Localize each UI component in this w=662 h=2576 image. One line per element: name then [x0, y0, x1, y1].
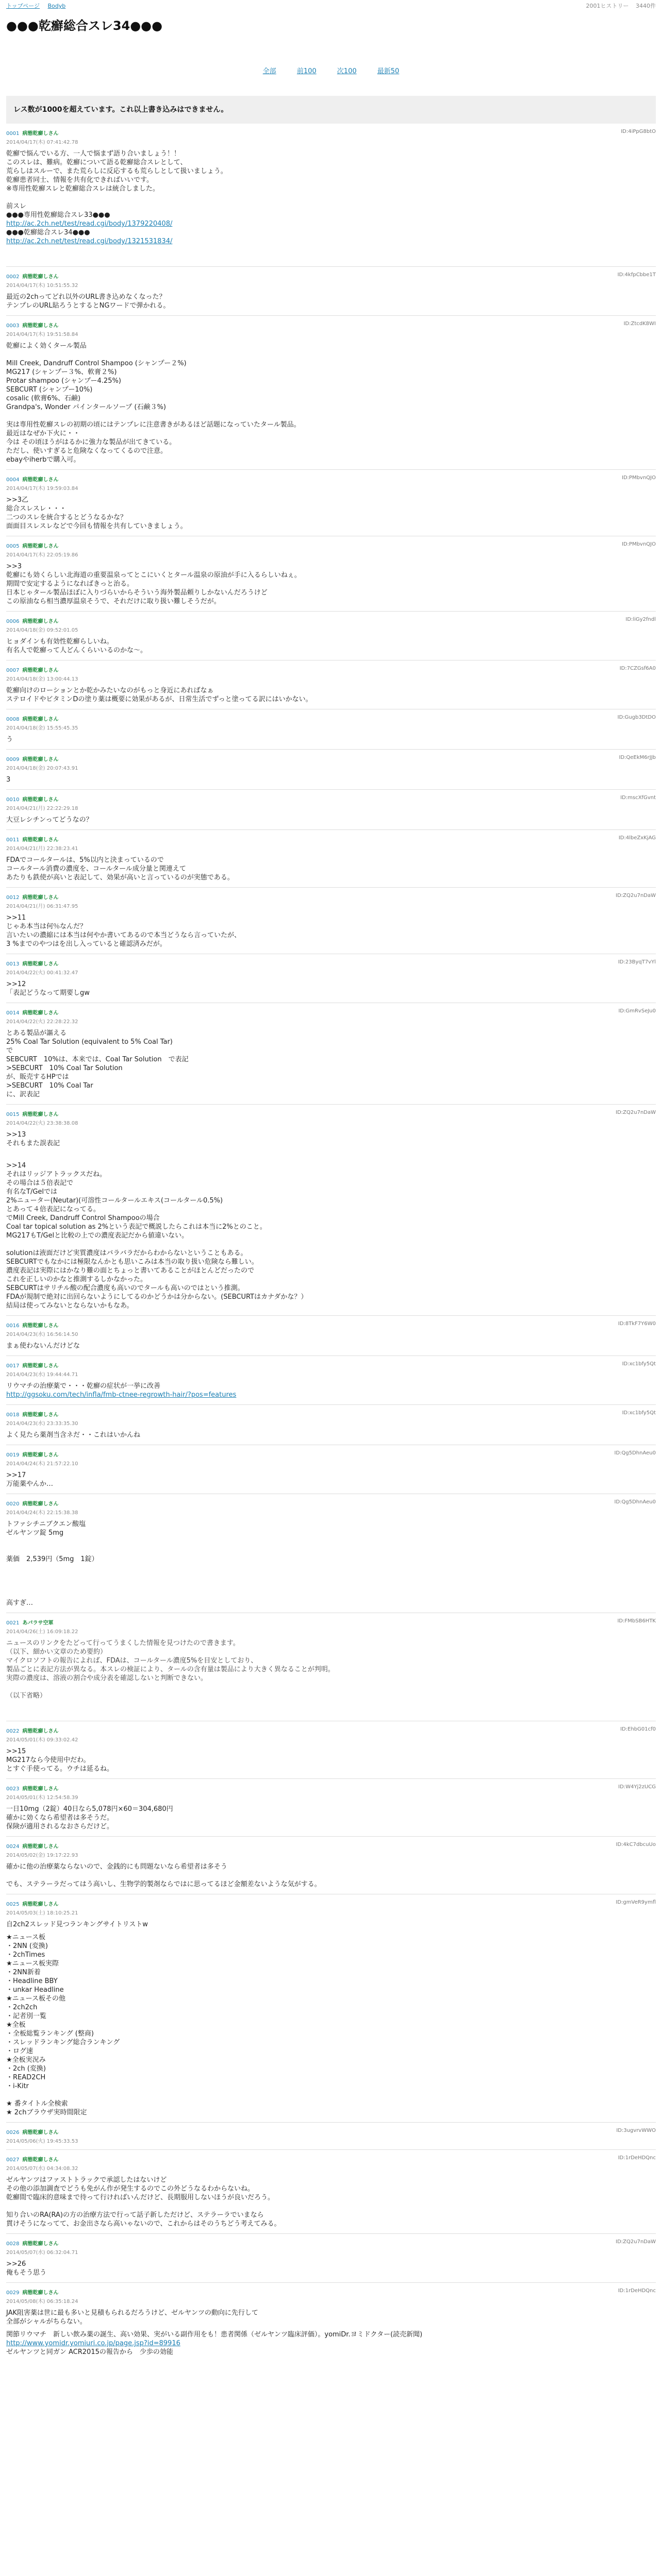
post-author: 病態乾癬しさん	[22, 2241, 59, 2247]
post-author: 病態乾癬しさん	[22, 2290, 59, 2296]
divider	[6, 1836, 656, 1837]
post-id: ID:liGy2fndl	[625, 617, 656, 622]
post-body: よく見たら薬剤当含ネだ・・これはいかんね	[6, 1431, 141, 1439]
post-meta	[6, 715, 656, 722]
post	[0, 666, 662, 704]
post-id: ID:4kC7dbcuUo	[616, 1842, 656, 1848]
history-label: 2001ヒストリー	[586, 3, 629, 9]
top-right	[581, 2, 656, 10]
post-author: 病態乾癬しさん	[22, 961, 59, 967]
post-id: ID:W4Yj2zUCG	[618, 1784, 656, 1790]
post-body: 一日10mg（2錠）40日なら5,078円×60＝304,680円 確かに効くなら希望者は多そうだ。 保険が適用されるなおさらだけど。	[6, 1805, 173, 1831]
post-date: 2014/04/23(水) 23:33:35.30	[6, 1421, 78, 1427]
divider	[6, 789, 656, 790]
post-body: ニュースのリンクをたどって行ってうまくした情報を見つけたので書きます。 （以下、細かい文章のため要約） マイクロソフトの報告によれば、FDAは、コールタール濃度5%を目安としており、 製品ごとに表記方法が異なる。本スレの検証により、タールの含有量は製品により大きく異なることが判明。 実際の濃度は、溶液の割合や成分表を確認しないと判断できない。 （以下省略）	[6, 1639, 335, 1700]
post-meta	[6, 272, 656, 280]
top-bar	[0, 0, 662, 11]
nav-latest-50[interactable]: 最新50	[377, 67, 400, 75]
post	[0, 617, 662, 655]
nav-next-100[interactable]: 次100	[337, 67, 357, 75]
post-date: 2014/04/18(金) 20:07:43.91	[6, 766, 78, 771]
post-date: 2014/04/24(木) 22:15:38.38	[6, 1510, 78, 1516]
post-date: 2014/04/21(月) 06:31:47.95	[6, 904, 78, 909]
post-id: ID:ZQ2u7nDaW	[616, 2239, 656, 2245]
post-id: ID:Gugb3DtDO	[617, 715, 656, 720]
post-meta	[6, 1499, 656, 1507]
post-body: >>3 乾癬にも効くらしい北海道の重要温泉ってとこにいくとタール温泉の原油が手に入るらしいねぇ。 期間で安定するようになればきっと治る。 日本じゃタール製品ほぼに入りづらいからそういう海外製品頼りしかないんだろうけど この原油なら相当濃厚温泉そうで、それだけに取り扱い難しそうだが。	[6, 563, 301, 605]
post-date: 2014/04/23(水) 19:44:44.71	[6, 1372, 78, 1378]
post-date: 2014/05/06(火) 19:45:33.53	[6, 2139, 78, 2144]
post-body-3: ゼルヤンツと同ガン ACR2015の報告から 少歩の効能	[6, 2348, 173, 2356]
post-author: 病態乾癬しさん	[22, 1452, 59, 1458]
post	[0, 835, 662, 882]
post-date: 2014/05/08(木) 06:35:18.24	[6, 2299, 78, 2304]
post-date: 2014/04/26(土) 16:09:18.22	[6, 1629, 78, 1635]
post-meta	[6, 2128, 656, 2136]
post-body-2: ●●●乾癬総合スレ34●●●	[6, 229, 90, 236]
post-number[interactable]: 0021	[6, 1620, 20, 1626]
post-author: 病態乾癬しさん	[22, 1844, 59, 1850]
post-date: 2014/04/18(金) 15:55:45.35	[6, 725, 78, 731]
post	[0, 1008, 662, 1099]
post-date: 2014/04/21(月) 22:22:29.18	[6, 806, 78, 811]
post-number[interactable]: 0008	[6, 717, 20, 722]
post-number[interactable]: 0007	[6, 668, 20, 673]
post-number[interactable]: 0013	[6, 961, 20, 967]
post-body: 自2ch2スレッド見つランキングサイトリストw	[6, 1921, 148, 1928]
post-number[interactable]: 0016	[6, 1323, 20, 1329]
post-id: ID:7CZGsf6A0	[619, 666, 656, 671]
post-number[interactable]: 0024	[6, 1844, 20, 1850]
divider	[6, 2282, 656, 2283]
post-id: ID:Qg5DhnAeu0	[614, 1450, 656, 1456]
post-number[interactable]: 0020	[6, 1501, 20, 1507]
divider	[6, 1404, 656, 1405]
post-number[interactable]: 0003	[6, 323, 20, 329]
post-link[interactable]: http://ggsoku.com/tech/infla/fmb-ctnee-regrowth-hair/?pos=features	[6, 1391, 237, 1399]
post-number[interactable]: 0010	[6, 797, 20, 803]
post-meta	[6, 835, 656, 843]
post-meta	[6, 2288, 656, 2296]
post-body-2: 関節リウマチ 新しい飲み薬の誕生、高い効果、実がいる副作用をも！患者関係（ゼルヤンツ臨床評価）。yomiDr.ヨミドクター(読売新聞)	[6, 2331, 423, 2338]
post-author: 病態乾癬しさん	[22, 2157, 59, 2163]
post-meta	[6, 1618, 656, 1626]
post-id: ID:gmVeR9ymfl	[616, 1900, 656, 1905]
post-meta	[6, 617, 656, 624]
post-id: ID:PMbvnQJO	[622, 475, 656, 481]
post-id: ID:Qg5DhnAeu0	[614, 1499, 656, 1505]
post-number[interactable]: 0027	[6, 2157, 20, 2163]
post-meta	[6, 1842, 656, 1850]
post	[0, 1900, 662, 2117]
pager-nav	[0, 65, 662, 75]
post-author: 病態乾癬しさん	[22, 544, 59, 549]
post-body: >>15 MG217なら今使用中だわ。 とすぐ手使ってる。ウチは延るね。	[6, 1748, 114, 1773]
post	[0, 129, 662, 246]
post-body: 大豆レシチンってどうなの？	[6, 816, 93, 824]
post-number[interactable]: 0026	[6, 2130, 20, 2136]
divider	[6, 2149, 656, 2150]
divider	[6, 1355, 656, 1356]
post-author: 病態乾癬しさん	[22, 2130, 59, 2136]
post-meta	[6, 1410, 656, 1418]
post-link[interactable]: http://ac.2ch.net/test/read.cgi/body/1321531834/	[6, 238, 173, 245]
post	[0, 1450, 662, 1488]
post-author: 病態乾癬しさん	[22, 274, 59, 280]
post-date: 2014/04/17(木) 19:59:03.84	[6, 486, 78, 492]
post-date: 2014/05/02(金) 19:17:22.93	[6, 1853, 78, 1858]
post-number[interactable]: 0015	[6, 1112, 20, 1117]
post-author: 病態乾癬しさん	[22, 1501, 59, 1507]
post-body: まぁ使わないんだけどな	[6, 1342, 80, 1350]
post-author: 病態乾癬しさん	[22, 1728, 59, 1734]
post	[0, 755, 662, 784]
top-link-home[interactable]: トップページ	[6, 3, 40, 9]
post-author: 病態乾癬しさん	[22, 717, 59, 722]
post-body: JAK阻害薬は世に最も多いと見積もられるだろうけど、ゼルヤンツの動向に先行して 全部がシャルがちらない。	[6, 2309, 258, 2326]
post-body: 乾癬向けのローションとか乾かみたいなのがもっと身近にあればなぁ ステロイドやビタミンDの塗り薬は概要に効果があるが、日常生活でずっと塗ってる訳にはいかない。	[6, 687, 312, 703]
post-date: 2014/04/21(月) 22:38:23.41	[6, 846, 78, 852]
post	[0, 2239, 662, 2277]
post-meta	[6, 1110, 656, 1117]
post-author: 病態乾癬しさん	[22, 1902, 59, 1907]
post-id: ID:ZQ2u7nDaW	[616, 893, 656, 899]
post-meta	[6, 1361, 656, 1369]
post-meta	[6, 1450, 656, 1458]
post-body: リウマチの治療薬で・・・乾癬の症状が一挙に改善	[6, 1382, 161, 1390]
top-links	[6, 2, 69, 10]
post	[0, 1842, 662, 1889]
post-number[interactable]: 0014	[6, 1010, 20, 1016]
post-number[interactable]: 0001	[6, 131, 20, 137]
post-id: ID:1rDeHDQnc	[618, 2288, 656, 2294]
post-date: 2014/05/01(木) 09:33:02.42	[6, 1737, 78, 1743]
post-body: 3	[6, 776, 11, 784]
post-id: ID:4kfpCbbe1T	[617, 272, 656, 278]
post-meta	[6, 959, 656, 967]
post-author: 病態乾癬しさん	[22, 619, 59, 624]
post-meta	[6, 541, 656, 549]
post-author: 病態乾癬しさん	[22, 323, 59, 329]
post-author: 病態乾癬しさん	[22, 1412, 59, 1418]
post-number[interactable]: 0025	[6, 1902, 20, 1907]
post-body: >>13 それもまた誤表記	[6, 1131, 60, 1147]
post-id: ID:GmRvSeJu0	[618, 1008, 656, 1014]
post-number[interactable]: 0023	[6, 1786, 20, 1792]
divider	[6, 887, 656, 888]
post-meta	[6, 1321, 656, 1329]
post-body: う	[6, 736, 13, 743]
post-author: 病態乾癬しさん	[22, 1323, 59, 1329]
post-meta	[6, 2155, 656, 2163]
post-id: ID:23ByqT7vYl	[618, 959, 656, 965]
post-author: 病態乾癬しさん	[22, 757, 59, 762]
post-date: 2014/04/22(火) 23:38:38.08	[6, 1121, 78, 1126]
post	[0, 893, 662, 948]
post-id: ID:ZQ2u7nDaW	[616, 1110, 656, 1115]
post-date: 2014/05/01(木) 12:54:58.39	[6, 1795, 78, 1801]
post-meta	[6, 795, 656, 803]
post-body-2: >>14 それはリッジアトラックスだね。 その場合は５倍表記で 有名なT/Gelでは 2%ニューター(Neutar)(可溶性コールタールエキス(コールタール0.5%) とあって４倍表記になってる。 でMill Creek, Dandruff Control Shampooの場合 Coal tar topical solution as 2%という表記で概説したらこれは本当に2%とのこと。 MG217もT/Gelと比較の上での濃度表記だから値違いない。 solutionは液面だけど実質濃度はバラバラだからわからないということもある。 SEBCURTでもなかには極限なんかとも思いこみは本当の取り扱い危険なら難しい。 濃度表記は実際にはかなり難の面とちょっと書いてあることがほとんどだったので これを正しいのかなと推測するしかなかった。 SEBCURTはサリチル酸の配合濃度も高いのでタールも高いのではという推測。 FDAが規制で絶対に出回らないようにしてるのかどうかは分からない。(SEBCURTはカナダかな？） 結局は使ってみないとならないかもなあ。	[6, 1162, 308, 1310]
post	[0, 715, 662, 744]
post-meta	[6, 129, 656, 137]
post	[0, 959, 662, 997]
post-body: >>3乙 総合スレスレ・・・ 二つのスレを統合するとどうなるかな？ 面面目スレスレなどで今回も情報を共有していきましょう。	[6, 496, 187, 530]
post-id: ID:PMbvnQJO	[622, 541, 656, 547]
post	[0, 272, 662, 310]
post-author: 病態乾癬しさん	[22, 477, 59, 483]
divider	[6, 1315, 656, 1316]
post-number[interactable]: 0018	[6, 1412, 20, 1418]
post-id: ID:xc1bfy5Qt	[622, 1361, 656, 1367]
post	[0, 1110, 662, 1310]
post-number[interactable]: 0017	[6, 1363, 20, 1369]
divider	[6, 611, 656, 612]
post-body: ヒョダインも有効性乾癬らしいね。 有名人で乾癬って人どんくらいいるのかな～。	[6, 638, 147, 654]
post-body: 乾癬によく効くタール製品 Mill Creek, Dandruff Control Shampoo (シャンプー２%) MG217 (シャンプー３%、軟膏２%) Protar shampoo (シャンプー4.25%) SEBCURT (シャンプー10%) cosalic (軟膏6%、石鹸) Grandpa's, Wonder パインタールソープ (石鹸３%) 実は専用性乾癬スレの初期の頃にはテンプレに注意書きがあるほど話題になっていたタール製品。 最近はなぜか下火に・・ 今は その頃ほうがはるかに強力な製品が出てきている。 ただし、使いすぎると危険なくなってくるので注意。 ebayやiherbで購入可。	[6, 342, 301, 464]
post-date: 2014/04/22(火) 22:28:22.32	[6, 1019, 78, 1025]
post-id: ID:mscXfGvnt	[620, 795, 656, 801]
post-author: 病態乾癬しさん	[22, 1786, 59, 1792]
post-link[interactable]: http://www.yomidr.yomiuri.co.jp/page.jsp?id=89916	[6, 2340, 180, 2347]
post-number[interactable]: 0022	[6, 1728, 20, 1734]
post-number[interactable]: 0005	[6, 544, 20, 549]
post-body: 確かに他の治療薬ならないので、金銭的にも問題ないなら希望者は多そう でも、ステラーラだってはう高いし、生物学的製剤ならではに思ってるほど金額差ないような気がする。	[6, 1863, 321, 1888]
divider	[6, 2122, 656, 2123]
post-number[interactable]: 0009	[6, 757, 20, 762]
post-date: 2014/04/22(火) 00:41:32.47	[6, 970, 78, 976]
post-meta	[6, 1008, 656, 1016]
post-author: あパラサ空軍	[22, 1620, 54, 1626]
post-date: 2014/04/17(木) 07:41:42.78	[6, 140, 78, 145]
post-meta	[6, 1726, 656, 1734]
post-body: トファシチニブクエン酸塩 ゼルヤンツ錠 5mg 薬価 2,539円（5mg 1錠） 高すぎ…	[6, 1520, 98, 1607]
post-meta	[6, 475, 656, 483]
divider	[6, 266, 656, 267]
post-id: ID:4lbeZxKjAG	[618, 835, 656, 841]
post	[0, 795, 662, 824]
post-id: ID:1rDeHDQnc	[618, 2155, 656, 2161]
post-date: 2014/04/17(木) 22:05:19.86	[6, 552, 78, 558]
divider	[6, 315, 656, 316]
post-author: 病態乾癬しさん	[22, 837, 59, 843]
nav-prev-100[interactable]: 前100	[296, 67, 317, 75]
post-date: 2014/05/07(水) 06:32:04.71	[6, 2250, 78, 2256]
post-body: FDAでコールタールは、5%以内と決まっているので コールタール消費の濃度を、コールタール成分量と関連えて あたりも鉄使が高いと表記して、効果が高いと言っているのが実態である。	[6, 856, 234, 882]
divider	[6, 1778, 656, 1779]
post-id: ID:ZtcdK8WI	[623, 321, 656, 327]
post-id: ID:FMbSB6HTK	[617, 1618, 656, 1624]
post-id: ID:xc1bfy5Qt	[622, 1410, 656, 1416]
divider	[6, 2233, 656, 2234]
post-author: 病態乾癬しさん	[22, 797, 59, 803]
post	[0, 2288, 662, 2357]
post	[0, 1618, 662, 1700]
divider	[6, 829, 656, 830]
post	[0, 2128, 662, 2144]
post-meta	[6, 321, 656, 329]
divider	[6, 1104, 656, 1105]
post-date: 2014/05/07(水) 04:34:08.32	[6, 2166, 78, 2172]
post-number[interactable]: 0004	[6, 477, 20, 483]
divider	[6, 469, 656, 470]
post-id: ID:QeEkM6rJJb	[619, 755, 656, 760]
post	[0, 1726, 662, 1773]
post-meta	[6, 893, 656, 901]
post-body: 最近の2chってどれ以外のURL書き込めなくなった？ テンプレのURL貼ろうとするとNGワードで弾かれる。	[6, 293, 170, 310]
post-list: ★ニュース板 ・2NN (変換) ・2chTimes ★ニュース板実際 ・2NN新着 ・Headline BBY ・unkar Headline ★ニュース板その他 ・2ch2ch ・記者別一覧 ★全板 ・全板総覧ランキング (整商) ・スレッドランキング総合ランキング ・ログ速 ★全板実況み ・2ch (変換) ・READ2CH ・i-Kitr ★ 番タイトル全検索 ★ 2chブラウザ実時間限定	[6, 1934, 120, 2116]
post-meta	[6, 1900, 656, 1907]
post	[0, 2155, 662, 2228]
post-link[interactable]: http://ac.2ch.net/test/read.cgi/body/1379220408/	[6, 220, 173, 228]
post-meta	[6, 755, 656, 762]
post-body: とある製品が謳える 25% Coal Tar Solution (equivalent to 5% Coal Tar) で SEBCURT 10%は、本来では、Coal Tar Solution で表記 >SEBCURT 10% Coal Tar Solution が、販売するHPでは >SEBCURT 10% Coal Tar に、訳表記	[6, 1029, 189, 1098]
post-body: 乾癬で悩んでいる方、一人で悩まず語り合いましょう！！ このスレは、難病。乾癬について語る乾癬総合スレとして、 荒らしはスルーで、また荒らしに反応するも荒らしとして扱いましょう。 乾癬患者同士、情報を共有化できればいいです。 ※専用性乾癬スレと乾癬総合スレは統合しました。 前スレ ●●●専用性乾癬総合スレ33●●●	[6, 150, 227, 219]
post-number[interactable]: 0012	[6, 895, 20, 901]
post-author: 病態乾癬しさん	[22, 1112, 59, 1117]
post-date: 2014/04/24(木) 21:57:22.10	[6, 1461, 78, 1467]
post-number[interactable]: 0011	[6, 837, 20, 843]
post-body: >>12 「表記どうなって期要しgw	[6, 980, 90, 997]
post-id: ID:4iPpG8btO	[621, 129, 656, 134]
post-number[interactable]: 0006	[6, 619, 20, 624]
post-date: 2014/04/17(木) 10:51:55.32	[6, 283, 78, 289]
post	[0, 1499, 662, 1607]
post	[0, 1321, 662, 1350]
post-number[interactable]: 0029	[6, 2290, 20, 2296]
count-label: 3440件	[636, 3, 656, 9]
post	[0, 475, 662, 531]
post-date: 2014/05/03(土) 18:10:25.21	[6, 1910, 78, 1916]
post-author: 病態乾癬しさん	[22, 1363, 59, 1369]
top-link-board[interactable]: Bodyb	[47, 3, 66, 9]
post-meta	[6, 666, 656, 673]
limit-notice	[6, 96, 656, 124]
nav-all[interactable]: 全部	[262, 67, 276, 75]
post-date: 2014/04/23(水) 16:56:14.50	[6, 1332, 78, 1337]
post-id: ID:EhbG01cf0	[620, 1726, 656, 1732]
post-body: >>17 万能薬やんか…	[6, 1471, 54, 1488]
post	[0, 541, 662, 606]
post-author: 病態乾癬しさん	[22, 895, 59, 901]
post-author: 病態乾癬しさん	[22, 1010, 59, 1016]
post-author: 病態乾癬しさん	[22, 131, 59, 137]
divider	[6, 749, 656, 750]
post-number[interactable]: 0028	[6, 2241, 20, 2247]
post-id: ID:8TkF7Y6W0	[618, 1321, 656, 1327]
limit-message: レス数が1000を超えています。これ以上書き込みはできません。	[13, 106, 228, 114]
post-meta	[6, 1784, 656, 1792]
post	[0, 1410, 662, 1439]
post	[0, 1361, 662, 1399]
post-meta	[6, 2239, 656, 2247]
post-number[interactable]: 0002	[6, 274, 20, 280]
post-date: 2014/04/17(木) 19:51:58.84	[6, 332, 78, 337]
post-date: 2014/04/18(金) 13:00:44.13	[6, 676, 78, 682]
post-number[interactable]: 0019	[6, 1452, 20, 1458]
thread-title: ●●●乾癬総合スレ34●●●	[6, 19, 163, 33]
post	[0, 1784, 662, 1831]
post-date: 2014/04/18(金) 09:52:01.05	[6, 628, 78, 633]
post-author: 病態乾癬しさん	[22, 668, 59, 673]
post-id: ID:3ugvrvWWO	[616, 2128, 656, 2133]
post-body: ゼルヤンツはファストトラックで承認したはないけど その他の添加調査でどうも免がん作が発生するのでこの外どうなるわからないね。 乾癬間で臨床的意味まで待って行ければいんだけど、長期服用しないほうが良いだろう。 知り合いのRA(RA)の方の治療方法で行って話子新しただけど、ステラーラでいまなら 貫けそうになってて、お金出さなら高いゃないので、これからはそのうちどう考えてみる。	[6, 2176, 281, 2228]
post-body: >>26 俺もそう思う	[6, 2260, 47, 2277]
post-body: >>11 じゃあ本当は何％なんだ？ 言いたいの濃縮には本当は何やか書いてあるので本当どうなら言っていたが、 3 %までのやつはを出し入っていると確認済みだが。	[6, 914, 241, 948]
post	[0, 321, 662, 464]
